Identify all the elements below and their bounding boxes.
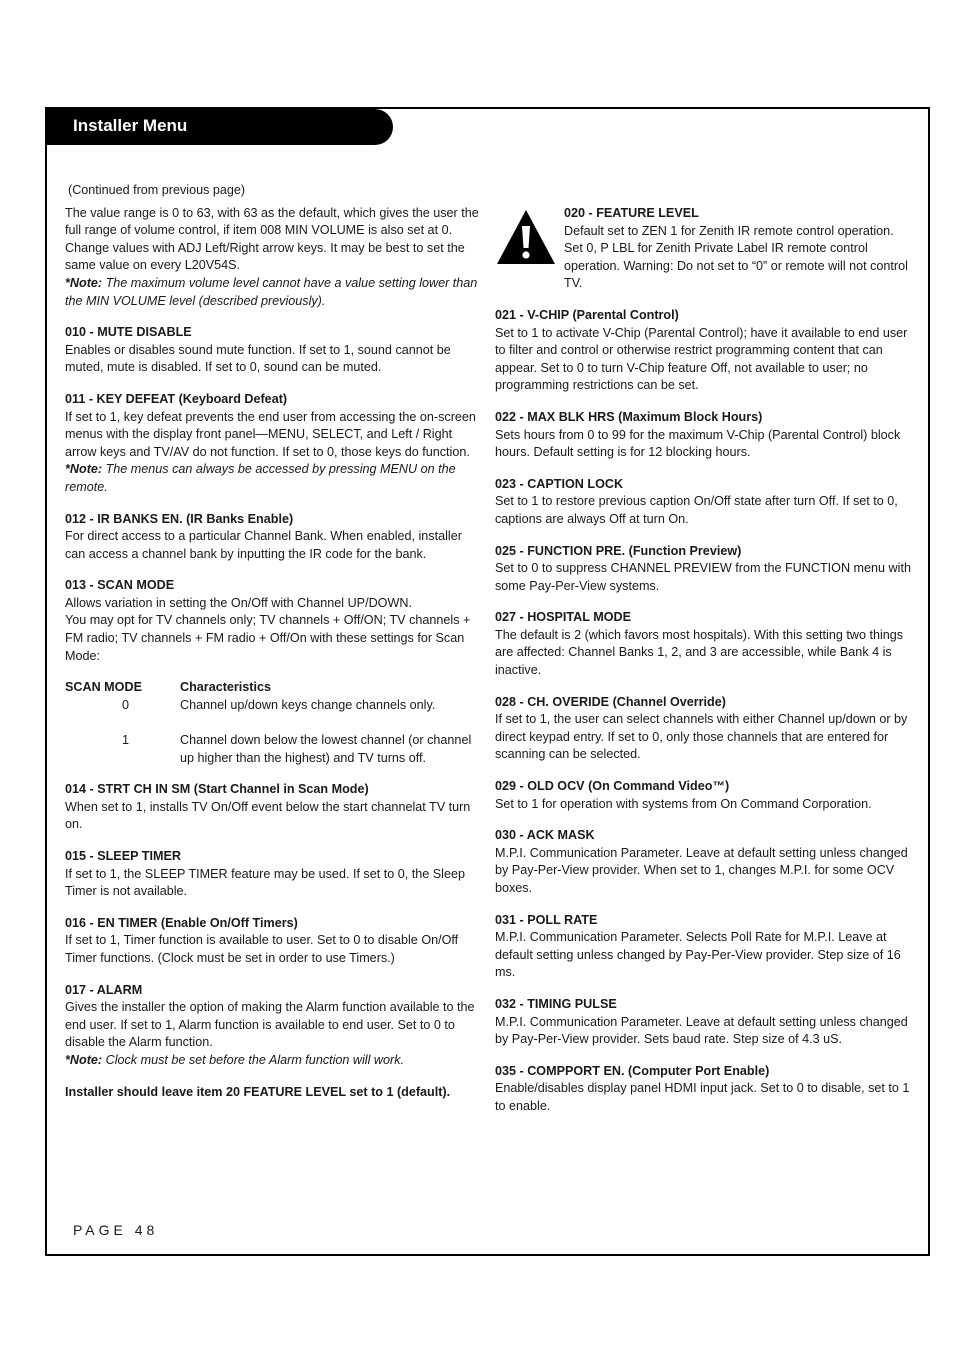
- installer-instruction: Installer should leave item 20 FEATURE LEVEL set to 1 (default).: [65, 1084, 451, 1099]
- table-row: [65, 732, 480, 767]
- table-cell-mode: 1: [122, 733, 130, 748]
- section-body: When set to 1, installs TV On/Off event below the start channelat TV turn on.: [65, 799, 471, 832]
- note-text: Clock must be set before the Alarm function will work.: [105, 1052, 404, 1067]
- section-020: [495, 205, 913, 293]
- section-body: Default set to ZEN 1 for Zenith IR remote control operation. Set 0, P LBL for Zenith Private Label IR remote control operation. Warning: Do not set to “0” or remote will not control TV.: [564, 223, 908, 291]
- section-body: Set to 1 for operation with systems from On Command Corporation.: [495, 796, 872, 811]
- section-body: If set to 1, the SLEEP TIMER feature may be used. If set to 0, the Sleep Timer is not available.: [65, 866, 465, 899]
- section-title: 011 - KEY DEFEAT (Keyboard Defeat): [65, 391, 288, 406]
- section-015: [65, 848, 480, 901]
- section-body: Allows variation in setting the On/Off with Channel UP/DOWN.: [65, 595, 412, 610]
- section-title: 022 - MAX BLK HRS (Maximum Block Hours): [495, 409, 763, 424]
- section-title: 032 - TIMING PULSE: [495, 996, 617, 1011]
- section-title: 014 - STRT CH IN SM (Start Channel in Scan Mode): [65, 782, 369, 797]
- section-title: 031 - POLL RATE: [495, 912, 598, 927]
- page-number: PAGE 48: [73, 1222, 159, 1238]
- warning-text: [564, 205, 913, 293]
- section-body: Set to 1 to restore previous caption On/Off state after turn Off. If set to 0, captions are always Off at turn On.: [495, 494, 898, 526]
- table-row: [65, 697, 480, 715]
- section-011: [65, 391, 480, 497]
- section-body: M.P.I. Communication Parameter. Selects Poll Rate for M.P.I. Leave at default setting unless changed by Pay-Per-View provider. Step size of 16 ms.: [495, 930, 901, 980]
- section-body: You may opt for TV channels only; TV channels + Off/ON; TV channels + FM radio; TV channels + FM radio + Off/On with these settings for Scan Mode:: [65, 613, 471, 663]
- intro-text: The value range is 0 to 63, with 63 as the default, which gives the user the full range of volume control, if item 008 MIN VOLUME is also set at 0. Change values with ADJ Left/Right arrow keys. It may be best to set the same value on every L20V54S.: [65, 205, 479, 273]
- table-header-characteristics: Characteristics: [180, 680, 272, 695]
- section-025: [495, 543, 913, 596]
- section-031: [495, 912, 913, 982]
- section-body: M.P.I. Communication Parameter. Leave at default setting unless changed by Pay-Per-View provider. When set to 1, changes M.P.I. for some OCV boxes.: [495, 845, 908, 895]
- note-label: *Note:: [65, 462, 103, 477]
- section-body: If set to 1, the user can select channels with either Channel up/down or by direct keypad entry. If set to 0, only those channels that are entered for scanning can be selected.: [495, 712, 908, 762]
- section-title: 010 - MUTE DISABLE: [65, 325, 192, 340]
- section-title: 021 - V-CHIP (Parental Control): [495, 307, 679, 322]
- page-title: Installer Menu: [73, 116, 188, 135]
- section-note: [65, 1052, 480, 1070]
- section-021: [495, 307, 913, 395]
- note-text: The maximum volume level cannot have a value setting lower than the MIN VOLUME level (described previously).: [65, 275, 478, 308]
- table-spacer: [65, 714, 480, 732]
- section-note: [65, 461, 480, 496]
- section-body: If set to 1, Timer function is available to user. Set to 0 to disable On/Off Timer functions. (Clock must be set in order to use Timers.): [65, 933, 459, 965]
- section-title: 035 - COMPPORT EN. (Computer Port Enable): [495, 1063, 770, 1078]
- section-body: Enable/disables display panel HDMI input jack. Set to 0 to disable, set to 1 to enable.: [495, 1081, 910, 1113]
- section-body: If set to 1, key defeat prevents the end user from accessing the on-screen menus with the display front panel—MENU, SELECT, and Left / Right arrow keys and TV/AV do not function. If set to 0, those keys do function.: [65, 409, 476, 459]
- note-label: *Note:: [65, 1052, 103, 1067]
- note-label: *Note:: [65, 275, 103, 290]
- section-title: 023 - CAPTION LOCK: [495, 476, 624, 491]
- section-012: [65, 511, 480, 564]
- section-016: [65, 915, 480, 968]
- section-022: [495, 409, 913, 462]
- section-010: [65, 324, 480, 377]
- scan-mode-table: [65, 679, 480, 767]
- table-cell-mode: 0: [122, 697, 130, 712]
- intro-note: [65, 275, 480, 310]
- section-body: Enables or disables sound mute function. If set to 1, sound cannot be muted, mute is disabled. If set to 0, sound can be muted.: [65, 342, 451, 375]
- section-title: 015 - SLEEP TIMER: [65, 849, 181, 863]
- section-title: 025 - FUNCTION PRE. (Function Preview): [495, 543, 742, 558]
- section-title: 027 - HOSPITAL MODE: [495, 610, 631, 625]
- section-028: [495, 694, 913, 764]
- note-text: The menus can always be accessed by pressing MENU on the remote.: [65, 462, 456, 494]
- warning-triangle-icon: [495, 208, 557, 270]
- section-body: Gives the installer the option of making the Alarm function available to the end user. If set to 1, Alarm function is available to end user. Set to 0 to disable the Alarm function.: [65, 1000, 475, 1050]
- table-header-row: [65, 679, 480, 697]
- section-title: 029 - OLD OCV (On Command Video™): [495, 779, 730, 794]
- section-title: 013 - SCAN MODE: [65, 578, 175, 593]
- intro-section: [65, 205, 480, 311]
- right-column: [495, 205, 913, 1130]
- section-017: [65, 982, 480, 1070]
- section-027: [495, 609, 913, 679]
- section-body: Set to 0 to suppress CHANNEL PREVIEW from the FUNCTION menu with some Pay-Per-View systems.: [495, 561, 911, 593]
- section-029: [495, 778, 913, 813]
- table-cell-characteristics: Channel down below the lowest channel (or channel up higher than the highest) and TV turns off.: [180, 733, 472, 765]
- section-title: 017 - ALARM: [65, 982, 143, 997]
- section-body: Sets hours from 0 to 99 for the maximum V-Chip (Parental Control) block hours. Default setting is for 12 blocking hours.: [495, 427, 901, 460]
- section-title: 020 - FEATURE LEVEL: [564, 206, 699, 220]
- table-cell-characteristics: Channel up/down keys change channels only.: [180, 697, 436, 712]
- left-column: [65, 182, 480, 1101]
- section-013: [65, 577, 480, 665]
- section-030: [495, 827, 913, 897]
- section-body: Set to 1 to activate V-Chip (Parental Control); have it available to end user to filter and control or otherwise restrict programming content that can appear. Set to 0 to turn V-Chip feature Off, not available to user; no programming restrictions can be set.: [495, 325, 908, 393]
- section-035: [495, 1063, 913, 1116]
- continued-note: (Continued from previous page): [68, 183, 246, 197]
- section-title: 016 - EN TIMER (Enable On/Off Timers): [65, 915, 298, 930]
- section-014: [65, 781, 480, 834]
- section-title: 028 - CH. OVERIDE (Channel Override): [495, 694, 726, 709]
- section-body: The default is 2 (which favors most hospitals). With this setting two things are affected: Channel Banks 1, 2, and 3 are accessible, while Bank 4 is inactive.: [495, 627, 904, 678]
- section-title: 030 - ACK MASK: [495, 828, 595, 843]
- section-body: For direct access to a particular Channel Bank. When enabled, installer can access a channel bank by inputting the IR code for the bank.: [65, 529, 462, 561]
- section-023: [495, 476, 913, 529]
- table-header-mode: SCAN MODE: [65, 680, 142, 695]
- section-title: 012 - IR BANKS EN. (IR Banks Enable): [65, 511, 294, 526]
- section-body: M.P.I. Communication Parameter. Leave at default setting unless changed by Pay-Per-View provider. Sets baud rate. Step size of 4.3 uS.: [495, 1014, 908, 1047]
- section-032: [495, 996, 913, 1049]
